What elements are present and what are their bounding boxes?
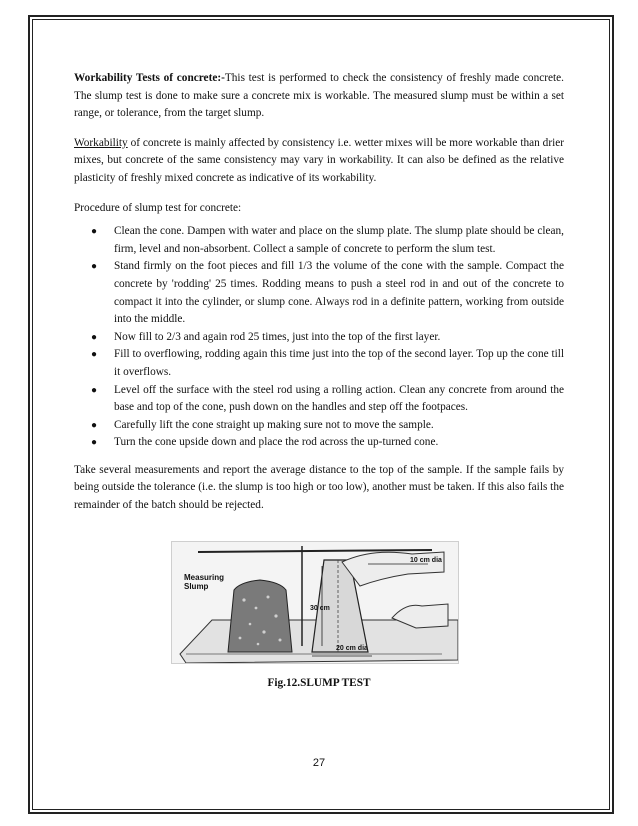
slump-test-figure (171, 541, 459, 664)
step-text: Stand firmly on the foot pieces and fill 1/3 the volume of the cone with the sample. Compact the concrete by 'rodding' 25 times. Rodding means to push a steel rod in and out of the concrete to compact it into the cylinder, or slump cone. Always rod in a definite pattern, working from outside into the middle. (114, 260, 564, 326)
bullet-icon: ● (91, 226, 98, 238)
measuring-label: Measuring (184, 573, 225, 582)
step-text: Level off the surface with the steel rod using a rolling action. Clean any concrete from around the base and top of the cone, push down on the handles and step off the footpaces. (114, 383, 564, 414)
workability-tests-heading: Workability Tests of concrete:- (74, 72, 225, 84)
list-item (74, 329, 564, 347)
top-diameter-label: 10 cm dia (410, 557, 442, 564)
list-item (74, 346, 564, 381)
page-number: 27 (312, 757, 326, 769)
list-item (74, 434, 564, 452)
step-text: Now fill to 2/3 and again rod 25 times, just into the top of the first layer. (114, 330, 441, 343)
workability-term: Workability (74, 136, 128, 149)
workability-text: of concrete is mainly affected by consistency i.e. wetter mixes will be more workable than drier mixes, but concrete of the same consistency may vary in workability. It can also be defined as the relative plasticity of freshly mixed concrete as indicative of its workability. (74, 136, 564, 184)
step-text: Clean the cone. Dampen with water and place on the slump plate. The slump plate should be clean, firm, level and non-absorbent. Collect a sample of concrete to perform the slum test. (114, 225, 564, 255)
page-content (74, 70, 564, 527)
list-item (74, 258, 564, 328)
step-text: Turn the cone upside down and place the rod across the up-turned cone. (114, 436, 439, 449)
bullet-icon: ● (91, 419, 98, 431)
list-item (74, 417, 564, 435)
step-text: Carefully lift the cone straight up making sure not to move the sample. (114, 418, 434, 431)
bullet-icon: ● (91, 331, 98, 343)
bullet-icon: ● (91, 437, 98, 449)
bullet-icon: ● (91, 349, 98, 361)
slump-test-illustration (172, 542, 458, 663)
base-diameter-label: 20 cm dia (336, 645, 368, 652)
paragraph-workability-tests (74, 70, 564, 123)
closing-paragraph: Take several measurements and report the average distance to the top of the sample. If the sample fails by being outside the tolerance (i.e. the slump is too high or too low), another must be taken. If this also fails the remainder of the batch should be rejected. (74, 463, 564, 512)
height-30cm-label: 30 cm (310, 605, 330, 612)
workability-tests-text: This test is performed to check the consistency of freshly made concrete. The slump test is done to make sure a concrete mix is workable. The measured slump must be within a set range, or tolerance, from the target slump. (74, 72, 564, 120)
figure-caption: Fig.12.SLUMP TEST (267, 677, 371, 689)
step-text: Fill to overflowing, rodding again this time just into the top of the second layer. Top up the cone till it overflows. (114, 348, 564, 378)
bullet-icon: ● (91, 261, 98, 273)
bullet-icon: ● (91, 384, 98, 396)
procedure-heading: Procedure of slump test for concrete: (74, 201, 242, 214)
procedure-steps-list (74, 223, 564, 452)
paragraph-workability (74, 135, 564, 188)
list-item (74, 223, 564, 258)
list-item (74, 382, 564, 417)
slump-label: Slump (184, 582, 209, 591)
